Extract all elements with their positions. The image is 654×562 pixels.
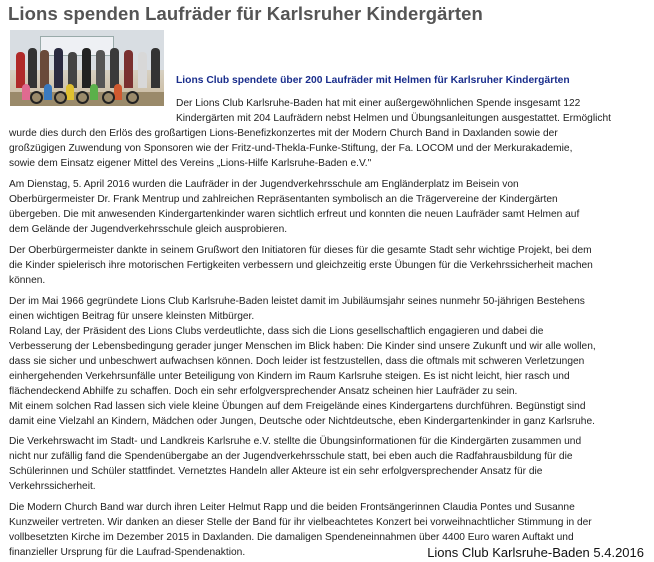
text-line: übergeben. Die mit anwesenden Kindergartenkinder waren sichtlich erfreut und konnten die neuen Laufräder samt Helmen auf [9, 209, 580, 220]
text-line: dass sie sicher und unbeschwert aufwachsen können. Doch leider ist festzustellen, dass die oftmals mit schweren Verletzungen [9, 356, 585, 367]
text-line: finanzieller Ursprung für die Laufrad-Spendenaktion. [9, 547, 246, 558]
text-line: vollbesetzten Kirche im Dezember 2015 in Daxlanden. Die damaligen Spendeneinnahmen über 4400 Euro waren Auftakt und [9, 532, 574, 543]
paragraph-intro [9, 96, 611, 171]
text-line: Der Lions Club Karlsruhe-Baden hat mit einer außergewöhnlichen Spende insgesamt 122 [176, 98, 581, 109]
text-line: Roland Lay, der Präsident des Lions Clubs verdeutlichte, dass sich die Lions gesellschaftlich engagieren und dabei die [9, 326, 544, 337]
text-line: Kindergärten mit 204 Laufrädern nebst Helmen und Übungsanleitungen ausgestattet. Ermöglicht [176, 113, 611, 124]
text-line: Oberbürgermeister Dr. Frank Mentrup und zahlreichen Repräsentanten symbolisch an die Trägervereine der Kindergärten [9, 194, 558, 205]
text-line: Der Oberbürgermeister dankte in seinem Grußwort den Initiatoren für dieses für die gesamte Stadt sehr wichtige Projekt, bei dem [9, 245, 592, 256]
text-line: nicht nur zufällig fand die Spendenübergabe an der Jugendverkehrsschule statt, bei eben auch die Radfahrausbildung für die [9, 451, 573, 462]
text-line: flächendeckend Abhilfe zu schaffen. Doch ein sehr erfolgversprechender Ansatz scheinen hier Laufräder zu sein. [9, 386, 518, 397]
text-line: Verkehrssicherheit. [9, 481, 96, 492]
group-photo [10, 30, 164, 106]
text-line: einen wichtigen Beitrag für unsere kleinsten Mitbürger. [9, 311, 255, 322]
text-line: Schülerinnen und Schüler stattfindet. Vernetztes Handeln aller Akteure ist ein sehr erfolgversprechender Ansatz für die [9, 466, 543, 477]
text-line: Mit einem solchen Rad lassen sich viele kleine Übungen auf dem Freigelände eines Kindergartens durchführen. Begünstigt sind [9, 401, 586, 412]
text-line: Verbesserung der Lebensbedingung gerader junger Menschen im Blick haben: Die Kinder sind unsere Zukunft und wir alle wollen, [9, 341, 596, 352]
signature: Lions Club Karlsruhe-Baden 5.4.2016 [427, 545, 644, 560]
article-subheading: Lions Club spendete über 200 Laufräder mit Helmen für Karlsruher Kindergärten [176, 75, 570, 86]
text-line: wurde dies durch den Erlös des großartigen Lions-Benefizkonzertes mit der Modern Church Band in Daxlanden sowie der [9, 128, 558, 139]
text-line: einhergehenden Verkehrsunfälle unter Beteiligung von Kindern im Raum Karlsruhe steigen. Es ist nicht leicht, hier rasch und [9, 371, 570, 382]
paragraph-mayor [9, 243, 593, 288]
text-line: großzügigen Zuwendung von Sponsoren wie der Fritz-und-Thekla-Funke-Stiftung, der Fa. LOCOM und der Merkurakademie, [9, 143, 573, 154]
text-line: Am Dienstag, 5. April 2016 wurden die Laufräder in der Jugendverkehrsschule am Engländerplatz im Beisein von [9, 179, 519, 190]
text-line: Die Verkehrswacht im Stadt- und Landkreis Karlsruhe e.V. stellte die Übungsinformationen für die Kindergärten zusammen und [9, 436, 582, 447]
text-line: damit eine Vielzahl an Kindern, Mädchen oder Jungen, Deutsche oder Nichtdeutsche, eben Kindergartenkinder in ganz Karlsruhe. [9, 416, 595, 427]
text-line: können. [9, 275, 46, 286]
text-line: Die Modern Church Band war durch ihren Leiter Helmut Rapp und die beiden Frontsängerinnen Claudia Pontes und Susanne [9, 502, 575, 513]
text-line: Der im Mai 1966 gegründete Lions Club Karlsruhe-Baden leistet damit im Jubiläumsjahr seines nunmehr 50-jährigen Bestehens [9, 296, 585, 307]
paragraph-verkehrswacht [9, 434, 581, 494]
paragraph-club [9, 294, 596, 429]
text-line: Kunzweiler vertreten. Wir danken an dieser Stelle der Band für ihr vielbeachtetes Konzert bei vorweihnachtlicher Stimmung in der [9, 517, 592, 528]
text-line: die Kinder spielerisch ihre motorischen Fertigkeiten verbessern und gleichzeitig erste Übungen für die Verkehrssicherheit machen [9, 260, 593, 271]
paragraph-handover [9, 177, 579, 237]
text-line: dem Gelände der Jugendverkehrsschule gleich ausprobieren. [9, 224, 288, 235]
article-title: Lions spenden Laufräder für Karlsruher Kindergärten [8, 3, 483, 24]
text-line: sowie dem Einsatz eigener Mittel des Vereins „Lions-Hilfe Karlsruhe-Baden e.V." [9, 158, 372, 169]
